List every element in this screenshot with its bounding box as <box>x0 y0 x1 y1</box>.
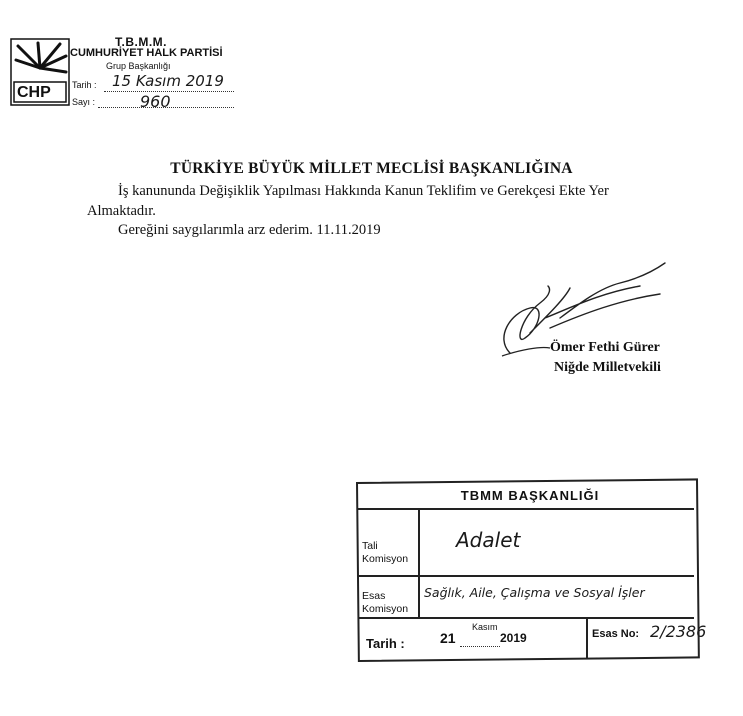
party-name: CUMHURİYET HALK PARTİSİ <box>70 47 223 59</box>
body-line-2: Almaktadır. <box>87 203 156 219</box>
stamp-divider <box>358 508 694 510</box>
header-date-value: 15 Kasım 2019 <box>112 72 224 90</box>
tali-komisyon-label: Tali Komisyon <box>362 540 409 565</box>
stamp-date-month: Kasım <box>472 622 498 632</box>
esas-no-label: Esas No: <box>592 628 640 640</box>
tali-komisyon-value: Adalet <box>456 528 521 552</box>
signer-title: Niğde Milletvekili <box>554 360 661 375</box>
esas-komisyon-label: Esas Komisyon <box>362 590 409 615</box>
stamp-date-year: 2019 <box>500 631 527 645</box>
stamp-date-label: Tarih : <box>366 636 405 651</box>
stamp-divider <box>358 617 694 619</box>
header-number-value: 960 <box>140 92 171 111</box>
esas-komisyon-value: Sağlık, Aile, Çalışma ve Sosyal İşler <box>424 585 645 600</box>
unit-name: Grup Başkanlığı <box>106 61 171 71</box>
header-date-label: Tarih : <box>72 80 97 90</box>
stamp-date-day: 21 <box>440 630 456 646</box>
stamp-divider <box>586 617 588 659</box>
registration-stamp <box>356 478 700 662</box>
stamp-divider <box>418 509 420 617</box>
stamp-title: TBMM BAŞKANLIĞI <box>460 488 600 503</box>
stamp-date-line <box>460 646 500 647</box>
institution-name: T.B.M.M. <box>115 35 167 49</box>
body-line-1: İş kanununda Değişiklik Yapılması Hakkında Kanun Teklifim ve Gerekçesi Ekte Yer <box>118 183 609 199</box>
addressee-heading: TÜRKİYE BÜYÜK MİLLET MECLİSİ BAŞKANLIĞINA <box>170 160 573 177</box>
esas-no-value: 2/2386 <box>650 622 707 641</box>
signer-name: Ömer Fethi Gürer <box>550 340 660 355</box>
header-number-label: Sayı : <box>72 97 96 107</box>
logo-text: CHP <box>17 84 51 101</box>
stamp-divider <box>358 575 694 577</box>
body-line-3: Gereğini saygılarımla arz ederim. 11.11.2019 <box>118 222 381 238</box>
